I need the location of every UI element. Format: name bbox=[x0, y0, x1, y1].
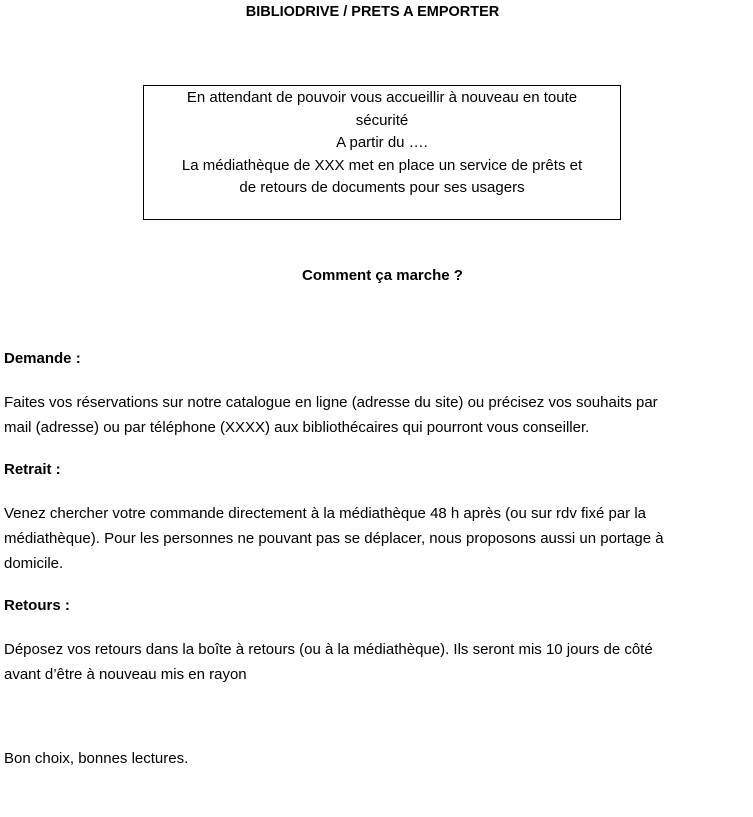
section-subtitle: Comment ça marche ? bbox=[302, 267, 463, 284]
paragraph-demande bbox=[4, 390, 749, 440]
paragraph-line: avant d’être à nouveau mis en rayon bbox=[4, 666, 247, 683]
paragraph-line: mail (adresse) ou par téléphone (XXXX) aux bibliothécaires qui pourront vous conseiller. bbox=[4, 419, 590, 436]
paragraph-retours bbox=[4, 637, 749, 687]
intro-line: En attendant de pouvoir vous accueillir à nouveau en toute bbox=[186, 89, 578, 106]
paragraph-line: Venez chercher votre commande directement à la médiathèque 48 h après (ou sur rdv fixé par la bbox=[4, 505, 647, 522]
intro-text bbox=[144, 86, 620, 200]
intro-box bbox=[143, 85, 621, 220]
intro-line: de retours de documents pour ses usagers bbox=[239, 179, 525, 196]
closing-text: Bon choix, bonnes lectures. bbox=[4, 750, 189, 767]
paragraph-line: Faites vos réservations sur notre catalogue en ligne (adresse du site) ou précisez vos souhaits par bbox=[4, 394, 658, 411]
document-title: BIBLIODRIVE / PRETS A EMPORTER bbox=[245, 4, 500, 20]
heading-retrait: Retrait : bbox=[4, 461, 61, 478]
paragraph-line: domicile. bbox=[4, 555, 64, 572]
intro-line: sécurité bbox=[355, 111, 409, 129]
paragraph-line: médiathèque). Pour les personnes ne pouvant pas se déplacer, nous proposons aussi un portage à bbox=[4, 530, 664, 547]
heading-retours: Retours : bbox=[4, 597, 70, 614]
intro-line: La médiathèque de XXX met en place un service de prêts et bbox=[181, 156, 583, 174]
intro-line: A partir du …. bbox=[336, 134, 428, 151]
heading-demande: Demande : bbox=[4, 350, 81, 367]
paragraph-retrait bbox=[4, 501, 749, 576]
paragraph-line: Déposez vos retours dans la boîte à retours (ou à la médiathèque). Ils seront mis 10 jours de côté bbox=[4, 641, 653, 658]
